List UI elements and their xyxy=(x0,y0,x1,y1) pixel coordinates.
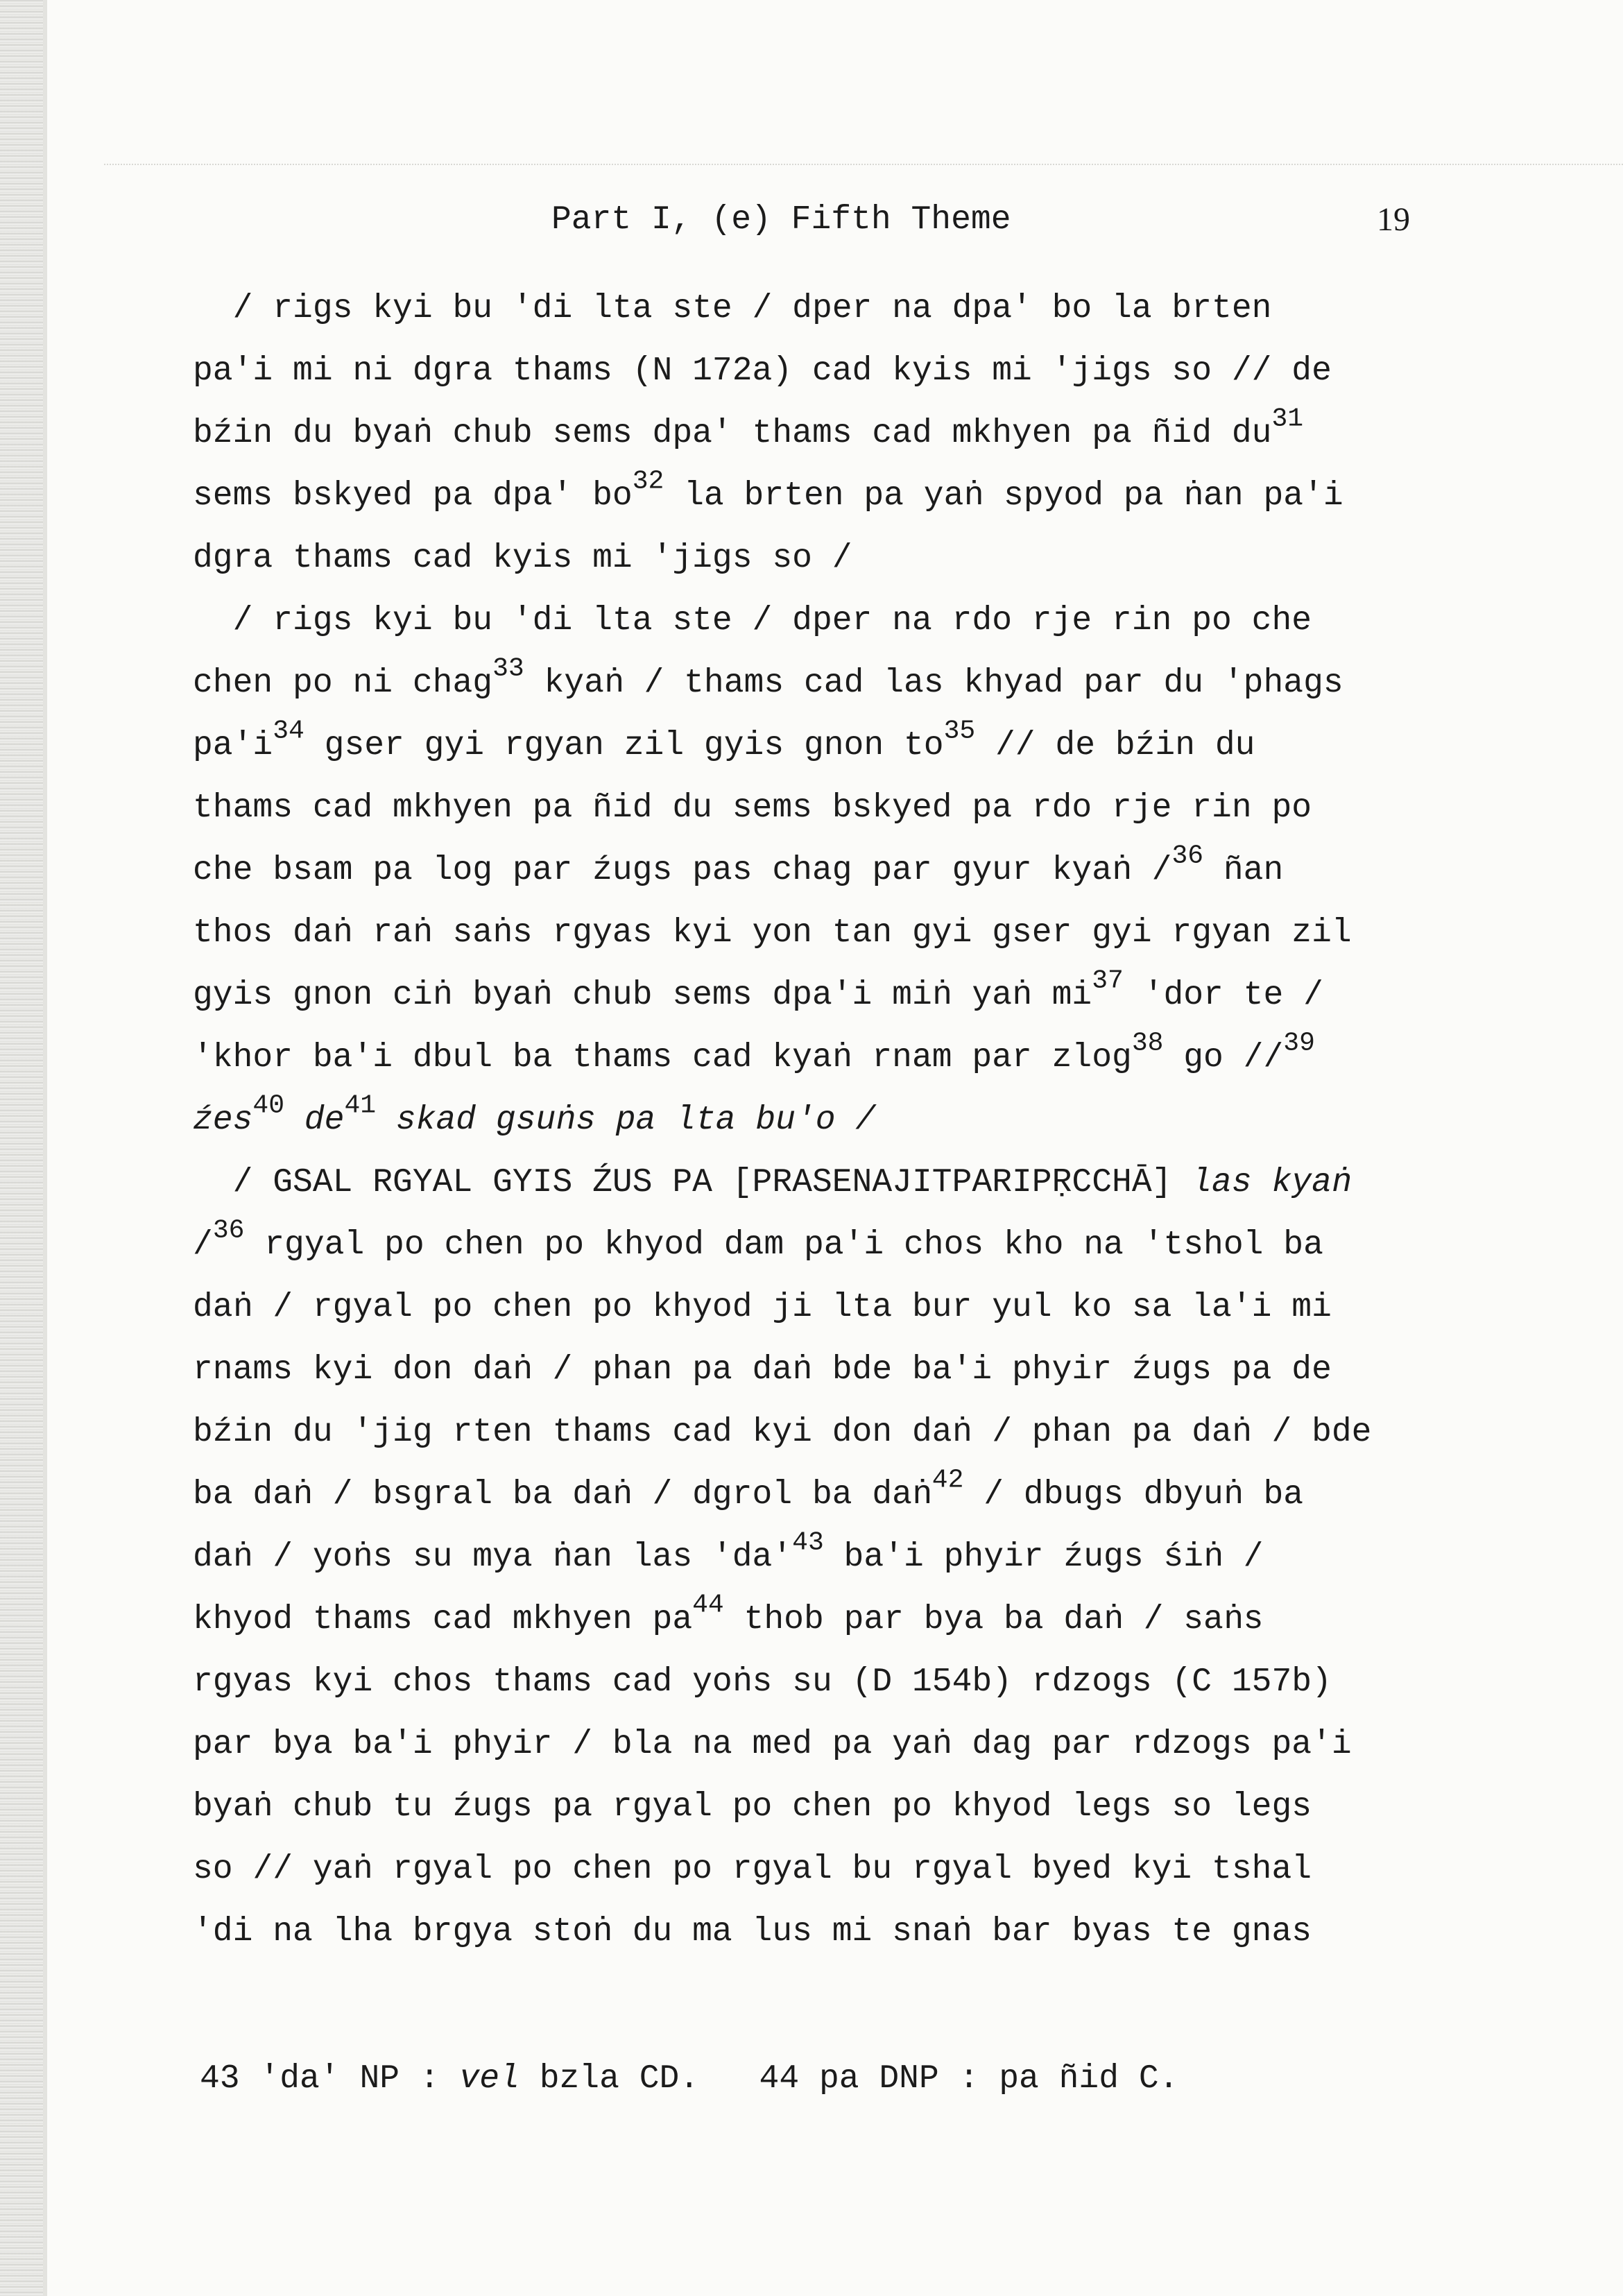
text-line xyxy=(193,1776,1483,1838)
text-run: bźin du byaṅ chub sems dpa' thams cad mkhyen pa ñid du xyxy=(193,415,1272,452)
text-run: / dbugs dbyuṅ ba xyxy=(963,1476,1304,1514)
footnote-marker: 36 xyxy=(1171,841,1204,871)
text-run: khyod thams cad mkhyen pa xyxy=(193,1601,693,1638)
text-run: byaṅ chub tu źugs pa rgyal po chen po khyod legs so legs xyxy=(193,1788,1312,1826)
footnote-marker: 39 xyxy=(1283,1028,1315,1059)
text-line xyxy=(193,1339,1483,1401)
text-line xyxy=(193,340,1483,402)
footnote-marker: 34 xyxy=(273,716,304,746)
text-run: bzla CD. 44 pa DNP : pa ñid C. xyxy=(519,2060,1179,2098)
text-line xyxy=(193,714,1483,777)
text-run: thob par bya ba daṅ / saṅs xyxy=(723,1601,1264,1638)
text-line xyxy=(193,1276,1483,1339)
text-run: ba daṅ / bsgral ba daṅ / dgrol ba daṅ xyxy=(193,1476,932,1514)
text-run: ñan xyxy=(1203,852,1284,889)
text-line xyxy=(193,1588,1483,1651)
text-run: daṅ / rgyal po chen po khyod ji lta bur yul ko sa la'i mi xyxy=(193,1289,1332,1326)
text-line xyxy=(193,839,1483,902)
footnotes xyxy=(200,2057,1178,2101)
text-line xyxy=(193,902,1483,964)
text-run: 'dor te / xyxy=(1123,977,1323,1014)
text-run: gser gyi rgyan zil gyis gnon to xyxy=(304,727,944,764)
text-line xyxy=(193,1651,1483,1713)
italic-text: vel xyxy=(459,2060,519,2098)
text-line xyxy=(193,1526,1483,1588)
text-run: kyaṅ / thams cad las khyad par du 'phags xyxy=(524,665,1343,702)
text-run: 'khor ba'i dbul ba thams cad kyaṅ rnam par zlog xyxy=(193,1039,1132,1077)
text-line xyxy=(193,652,1483,714)
text-run: par bya ba'i phyir / bla na med pa yaṅ dag par rdzogs pa'i xyxy=(193,1726,1352,1763)
text-line xyxy=(193,527,1483,590)
text-run: / rigs kyi bu 'di lta ste / dper na rdo rje rin po che xyxy=(193,602,1312,640)
footnote-marker: 35 xyxy=(943,716,976,746)
text-line xyxy=(193,590,1483,652)
footnote-marker: 31 xyxy=(1271,404,1304,434)
main-text xyxy=(193,277,1483,1963)
text-run: la brten pa yaṅ spyod pa ṅan pa'i xyxy=(664,477,1343,515)
text-line xyxy=(193,277,1483,340)
text-line xyxy=(193,1713,1483,1776)
text-line xyxy=(193,964,1483,1027)
text-line xyxy=(193,1401,1483,1464)
text-line xyxy=(193,465,1483,527)
scan-artifact-line xyxy=(104,164,1623,166)
text-line xyxy=(193,1214,1483,1276)
page-number: 19 xyxy=(1377,201,1410,238)
text-line xyxy=(193,1464,1483,1526)
text-run: / GSAL RGYAL GYIS ŹUS PA [PRASENAJITPARIPṚCCHĀ] xyxy=(193,1164,1192,1201)
text-run: // de bźin du xyxy=(975,727,1255,764)
text-line xyxy=(193,402,1483,465)
text-run: thos daṅ raṅ saṅs rgyas kyi yon tan gyi gser gyi rgyan zil xyxy=(193,914,1352,952)
text-run: chen po ni chag xyxy=(193,665,493,702)
italic-text: źes xyxy=(193,1102,253,1139)
text-run: pa'i xyxy=(193,727,273,764)
footnote-marker: 41 xyxy=(344,1090,377,1121)
text-run: daṅ / yoṅs su mya ṅan las 'da' xyxy=(193,1539,793,1576)
scan-edge-shadow xyxy=(43,0,47,2296)
text-run: sems bskyed pa dpa' bo xyxy=(193,477,633,515)
text-line xyxy=(193,1027,1483,1089)
text-run: so // yaṅ rgyal po chen po rgyal bu rgyal byed kyi tshal xyxy=(193,1851,1312,1888)
text-line xyxy=(193,777,1483,839)
text-run: 43 'da' NP : xyxy=(200,2060,460,2098)
footnote-marker: 38 xyxy=(1131,1028,1164,1059)
page-header xyxy=(0,198,1623,246)
text-line xyxy=(193,1901,1483,1963)
text-line xyxy=(193,1838,1483,1901)
italic-text: skad gsuṅs pa lta bu'o / xyxy=(376,1102,876,1139)
text-run: rgyal po chen po khyod dam pa'i chos kho na 'tshol ba xyxy=(244,1226,1323,1264)
text-run: che bsam pa log par źugs pas chag par gyur kyaṅ / xyxy=(193,852,1172,889)
footnote-marker: 44 xyxy=(692,1590,724,1620)
text-run: thams cad mkhyen pa ñid du sems bskyed pa rdo rje rin po xyxy=(193,789,1312,827)
footnote-marker: 43 xyxy=(792,1527,824,1558)
italic-text: de xyxy=(284,1102,345,1139)
text-run: ba'i phyir źugs śiṅ / xyxy=(823,1539,1264,1576)
text-run: rnams kyi don daṅ / phan pa daṅ bde ba'i phyir źugs pa de xyxy=(193,1351,1332,1389)
text-run: 'di na lha brgya stoṅ du ma lus mi snaṅ bar byas te gnas xyxy=(193,1913,1312,1951)
running-title: Part I, (e) Fifth Theme xyxy=(551,201,1011,239)
scan-edge-left xyxy=(0,0,43,2296)
text-run: pa'i mi ni dgra thams (N 172a) cad kyis mi 'jigs so // de xyxy=(193,352,1332,390)
footnote-marker: 42 xyxy=(931,1465,964,1496)
footnote-marker: 40 xyxy=(252,1090,285,1121)
text-run: / xyxy=(193,1226,213,1264)
text-run: rgyas kyi chos thams cad yoṅs su (D 154b) rdzogs (C 157b) xyxy=(193,1663,1332,1701)
text-line xyxy=(193,1089,1483,1151)
text-run: gyis gnon ciṅ byaṅ chub sems dpa'i miṅ yaṅ mi xyxy=(193,977,1092,1014)
italic-text: las kyaṅ xyxy=(1192,1164,1352,1201)
footnote-marker: 33 xyxy=(492,653,524,684)
footnote-marker: 37 xyxy=(1092,966,1124,996)
text-line xyxy=(193,1151,1483,1214)
text-run: go // xyxy=(1163,1039,1284,1077)
footnote-marker: 32 xyxy=(632,466,664,497)
footnote-marker: 36 xyxy=(212,1215,245,1246)
text-run: dgra thams cad kyis mi 'jigs so / xyxy=(193,540,852,577)
text-run: / rigs kyi bu 'di lta ste / dper na dpa' bo la brten xyxy=(193,290,1272,327)
text-run: bźin du 'jig rten thams cad kyi don daṅ / phan pa daṅ / bde xyxy=(193,1414,1372,1451)
